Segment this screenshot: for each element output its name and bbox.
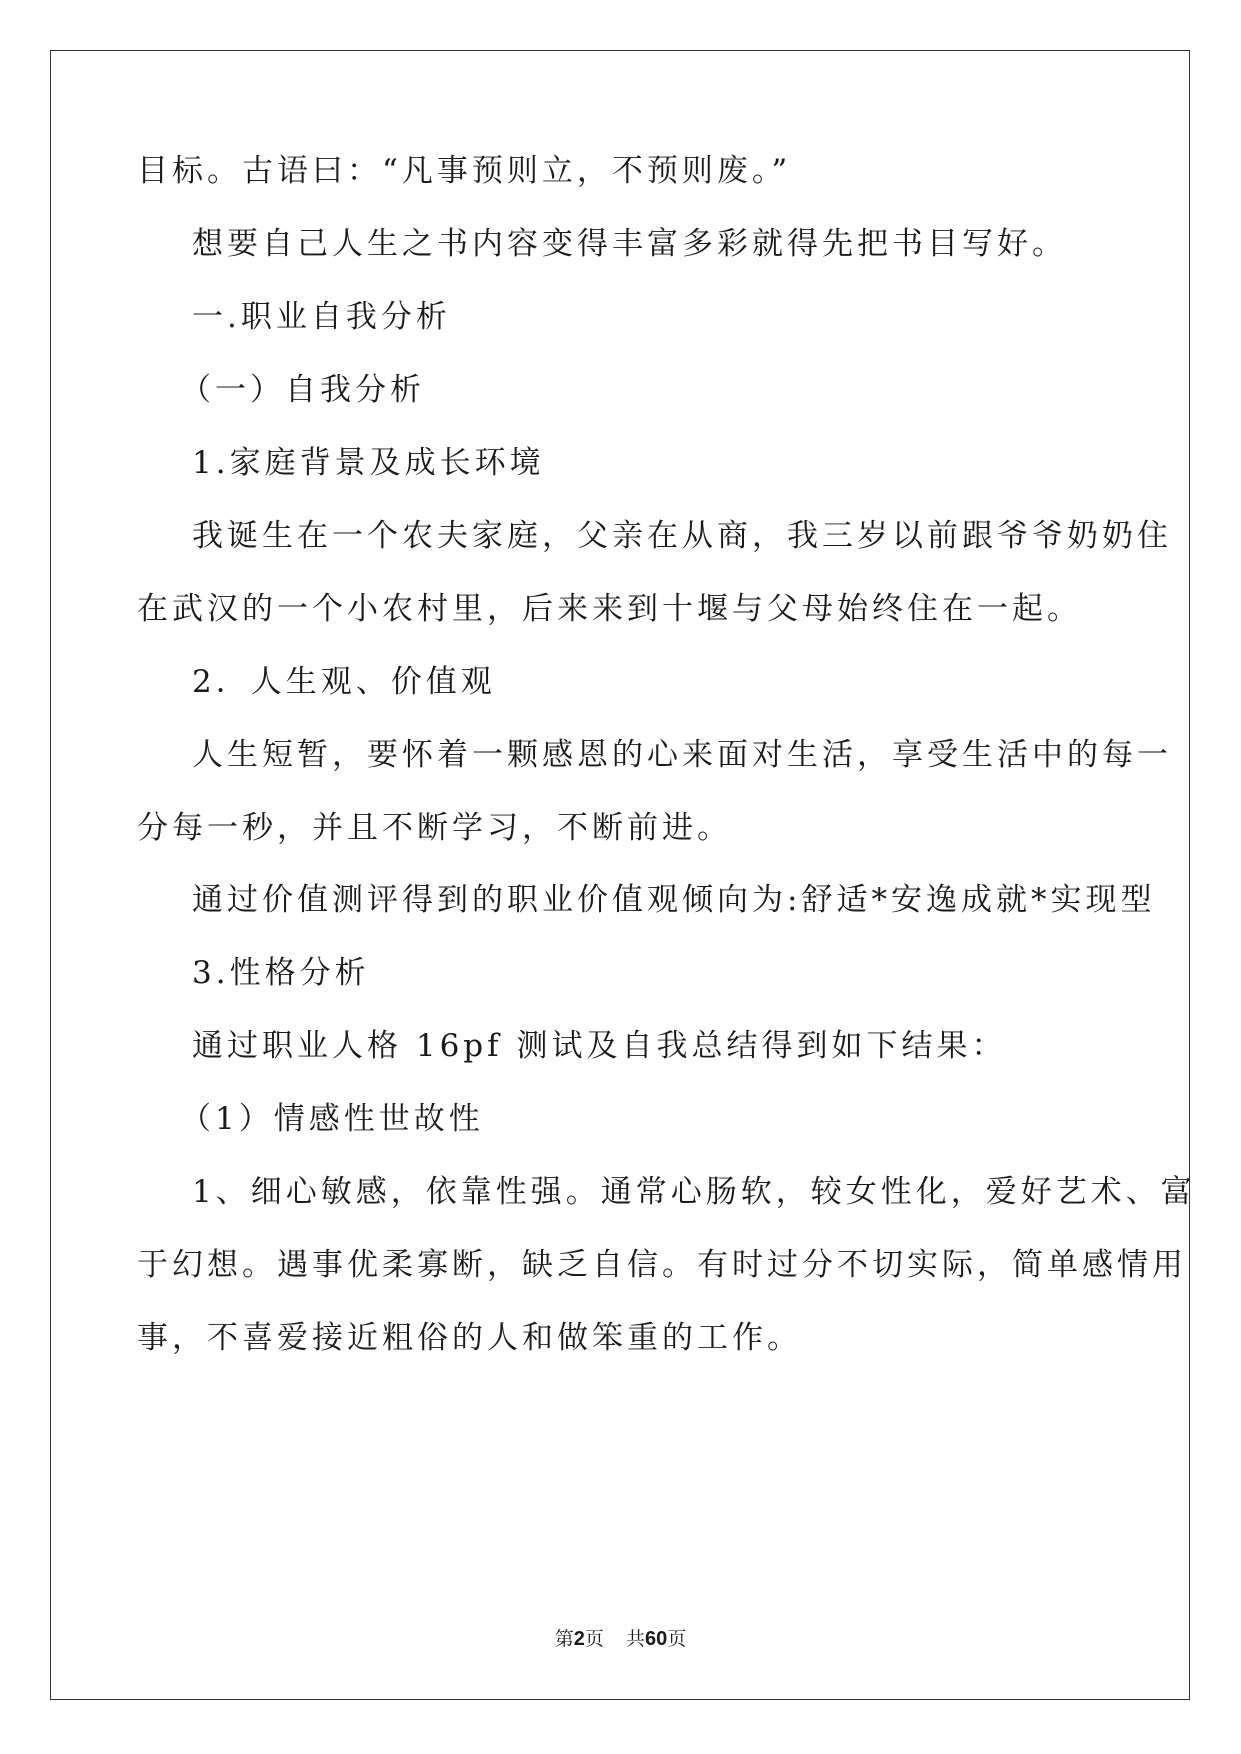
total-pages: 60: [644, 1628, 668, 1650]
total-suffix: 页: [667, 1629, 687, 1650]
page-number: 2: [573, 1628, 585, 1650]
item-heading: 2．人生观、价值观: [192, 664, 496, 700]
subsection-heading: （1）情感性世故性: [180, 1101, 484, 1137]
paragraph-line: 在武汉的一个小农村里，后来来到十堰与父母始终住在一起。: [137, 591, 1082, 627]
section-heading: 一.职业自我分析: [192, 299, 451, 335]
paragraph-line: 人生短暂，要怀着一颗感恩的心来面对生活，享受生活中的每一: [192, 737, 1172, 773]
total-prefix: 共: [625, 1629, 645, 1650]
paragraph-line: 1、细心敏感，依靠性强。通常心肠软，较女性化，爱好艺术、富: [192, 1174, 1196, 1210]
subsection-heading: （一）自我分析: [180, 372, 425, 408]
page-suffix: 页: [584, 1629, 604, 1650]
item-heading: 3.性格分析: [192, 955, 370, 991]
paragraph-line: 我诞生在一个农夫家庭，父亲在从商，我三岁以前跟爷爷奶奶住: [192, 518, 1172, 554]
page-prefix: 第: [554, 1629, 574, 1650]
page-footer: [0, 1627, 1241, 1652]
paragraph-line: 分每一秒，并且不断学习，不断前进。: [137, 810, 732, 846]
paragraph-line: 想要自己人生之书内容变得丰富多彩就得先把书目写好。: [192, 226, 1067, 262]
paragraph-line: 通过价值测评得到的职业价值观倾向为:舒适*安逸成就*实现型: [192, 882, 1156, 918]
paragraph-line: 目标。古语曰：“凡事预则立，不预则废。”: [137, 153, 792, 189]
paragraph-line: 于幻想。遇事优柔寡断，缺乏自信。有时过分不切实际，简单感情用: [137, 1247, 1187, 1283]
paragraph-line: 事，不喜爱接近粗俗的人和做笨重的工作。: [137, 1320, 802, 1356]
item-heading: 1.家庭背景及成长环境: [192, 445, 545, 481]
paragraph-line: 通过职业人格 16pf 测试及自我总结得到如下结果：: [192, 1028, 1007, 1064]
